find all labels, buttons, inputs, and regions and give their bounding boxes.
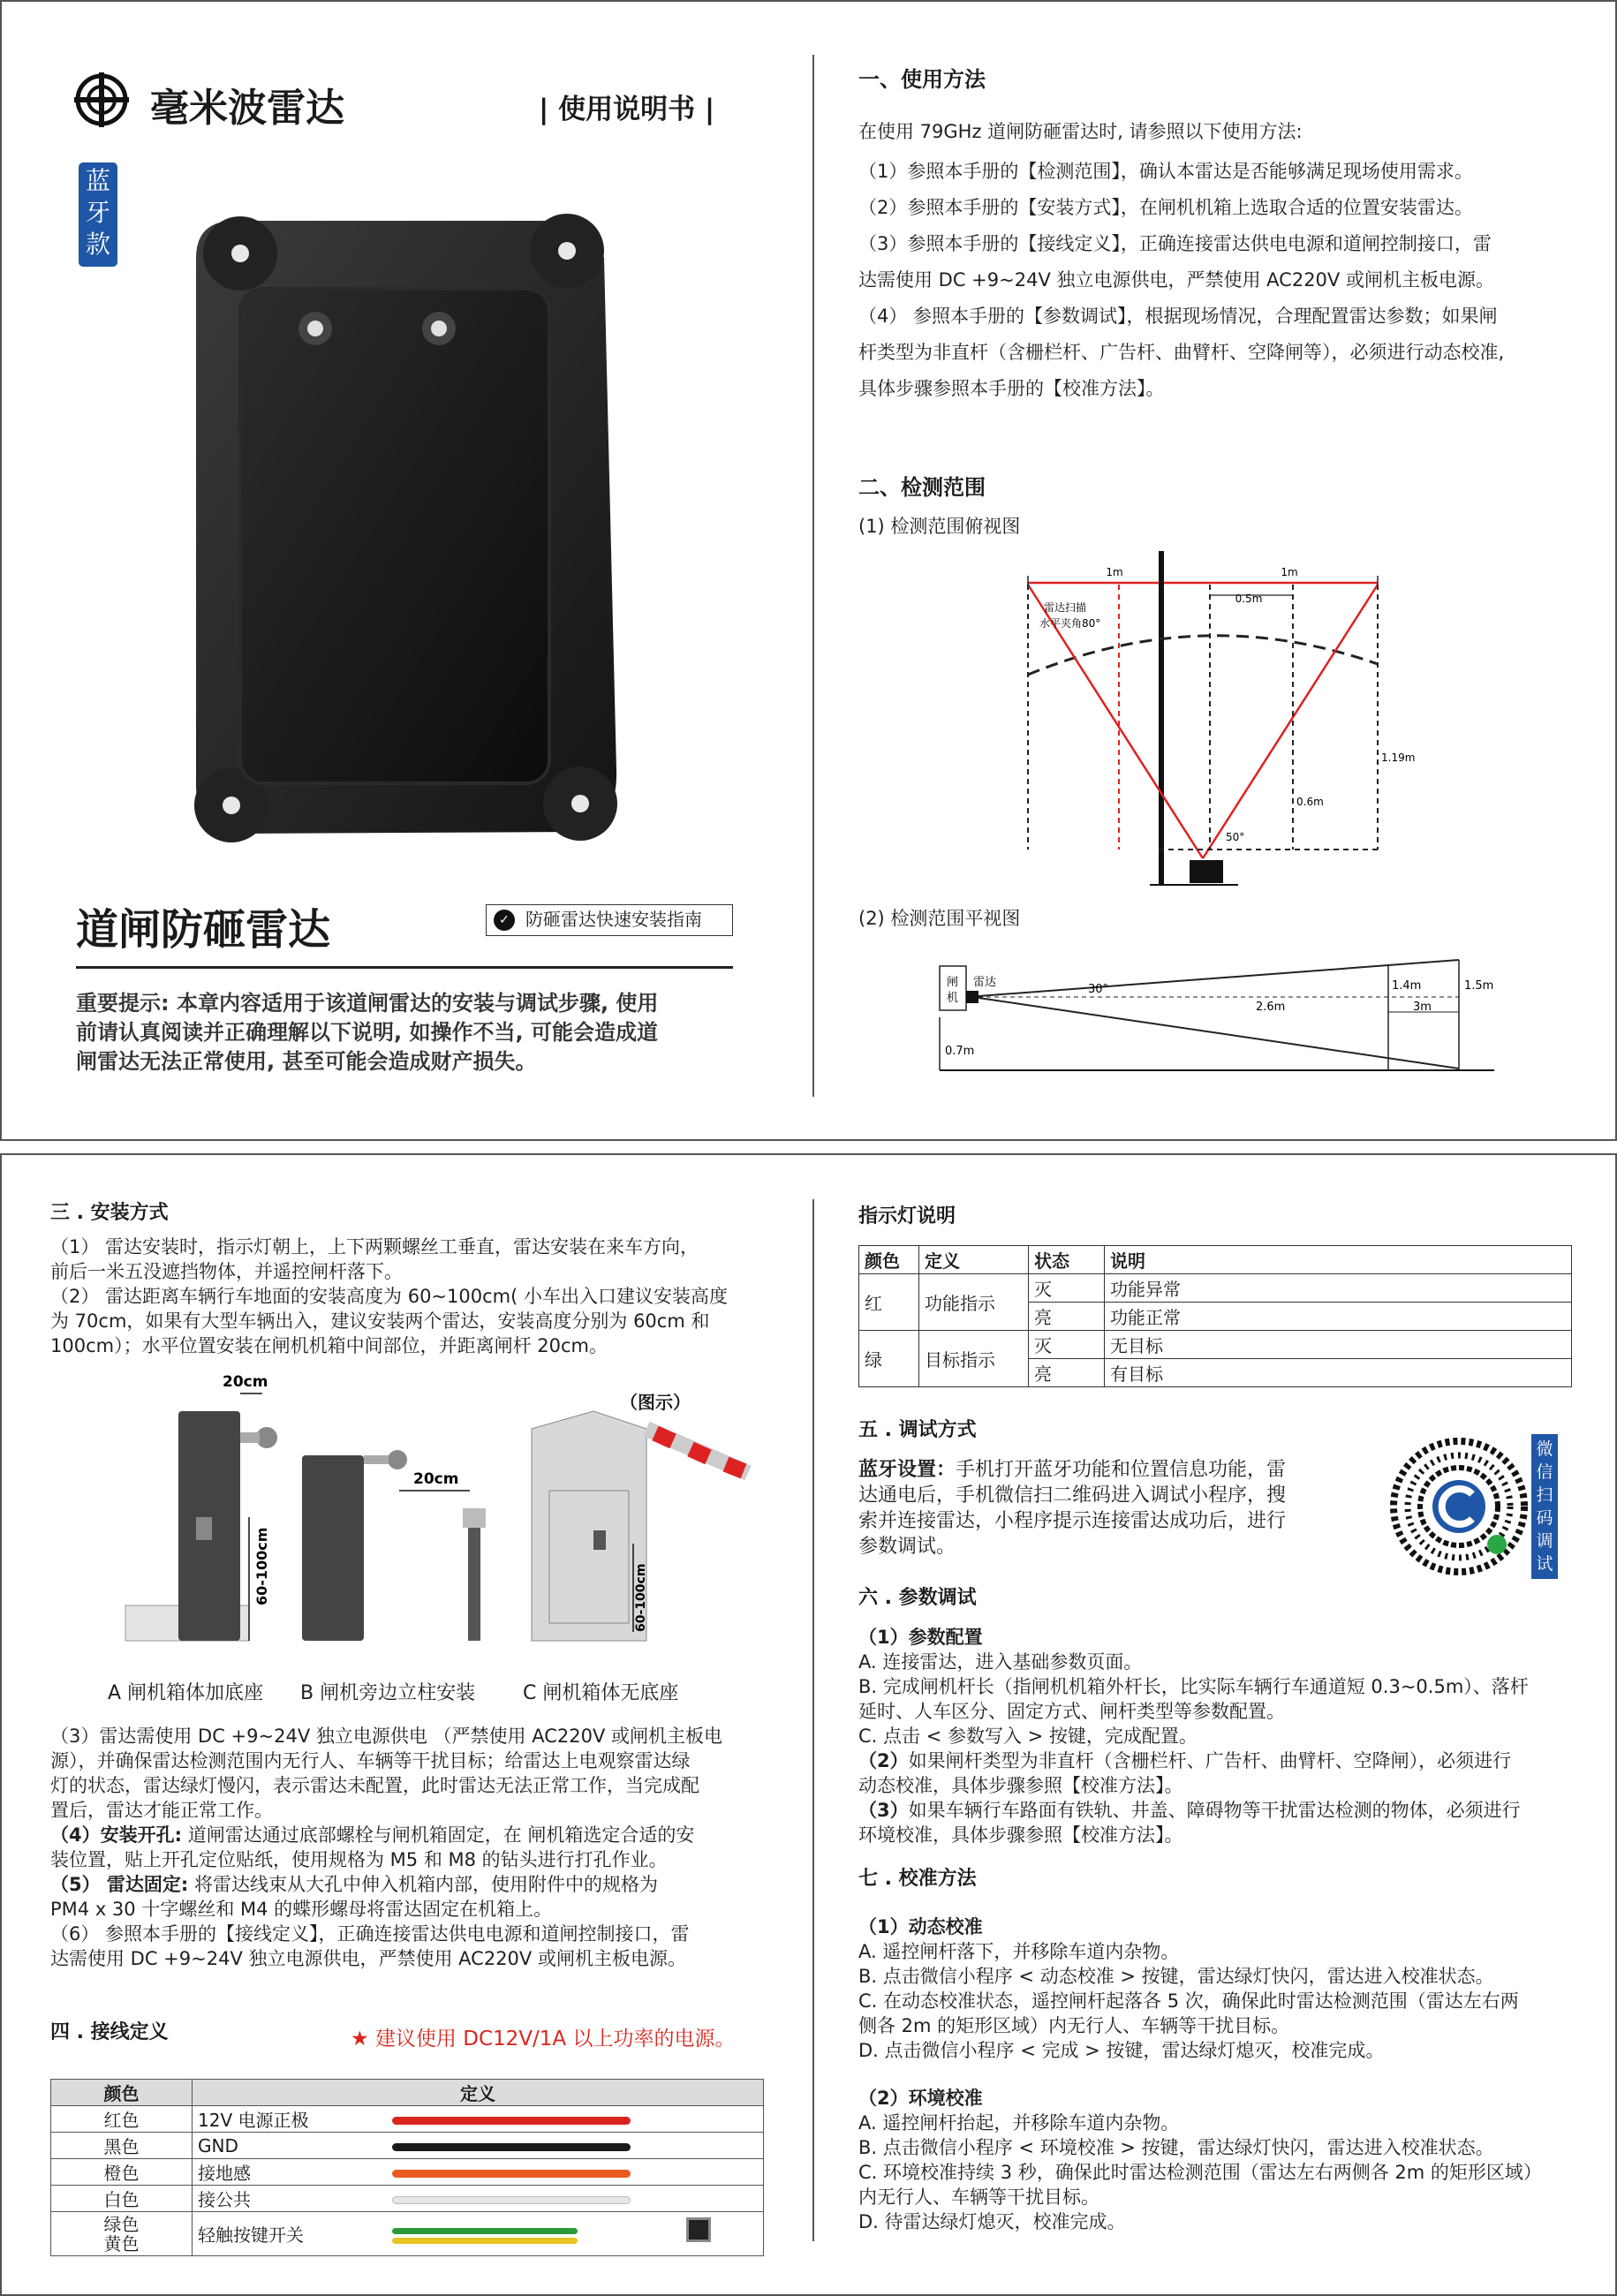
dim-height: 1.4m (1392, 979, 1422, 993)
usage-line: 达需使用 DC +9~24V 独立电源供电，严禁使用 AC220V 或闸机主板电源。 (858, 269, 1494, 291)
wire-sample (387, 2212, 764, 2256)
install-line (50, 1872, 722, 1897)
dim-right: 1m (1281, 566, 1298, 578)
gate-label: 机 (947, 992, 959, 1005)
wiring-row (51, 2159, 764, 2186)
col-header: 颜色 (859, 1246, 919, 1274)
col-header: 说明 (1105, 1246, 1572, 1274)
wiring-tip: ★ 建议使用 DC12V/1A 以上功率的电源。 (351, 2028, 736, 2051)
dim-20cm: 20cm (413, 1470, 459, 1488)
calib-line: C. 在动态校准状态，遥控闸杆起落各 5 次，确保此时雷达检测范围（雷达左右两 (858, 1990, 1519, 2012)
params-line (858, 1748, 1529, 1773)
dim-height: 0.7m (945, 1045, 975, 1058)
params-sub: （2） (858, 1750, 909, 1771)
calib-line: D. 点击微信小程序 < 完成 > 按键，雷达绿灯熄灭，校准完成。 (858, 2040, 1385, 2061)
tactile-switch-icon (686, 2217, 711, 2242)
wire-color-yellow: 黄色 (103, 2232, 140, 2254)
wire-def: 12V 电源正极 (193, 2106, 387, 2133)
indicator-desc: 有目标 (1105, 1359, 1572, 1387)
params-line (858, 1798, 1529, 1823)
params-text (858, 1625, 1529, 1847)
params-text-span: 如果闸杆类型为非直杆（含栅栏杆、广告杆、曲臂杆、空降闸），必须进行 (908, 1750, 1512, 1771)
debug-line: 参数调试。 (858, 1536, 956, 1558)
manual-page-2 (0, 1153, 1617, 2296)
bt-label: 蓝牙设置： (858, 1459, 956, 1481)
usage-line: （3）参照本手册的【接线定义】，正确连接雷达供电电源和道闸控制接口，雷 (858, 233, 1492, 254)
qr-tag-char: 试 (1536, 1554, 1553, 1574)
wire-sample (387, 2133, 764, 2159)
wiring-row (51, 2186, 764, 2212)
dim-distance: 2.6m (1256, 1001, 1286, 1014)
wiring-col-def: 定义 (193, 2080, 764, 2106)
install-line: （2） 雷达距离车辆行车地面的安装高度为 60~100cm( 小车出入口建议安装高度 (50, 1286, 728, 1307)
angle-deg: 30° (1088, 983, 1109, 996)
qr-tag-char: 调 (1536, 1531, 1553, 1551)
radar-logo-icon (74, 72, 129, 127)
manual-label: | 使用说明书 | (539, 94, 715, 125)
debug-heading: 五 . 调试方式 (858, 1419, 977, 1441)
quick-guide-label (486, 904, 733, 936)
calib-heading: 七 . 校准方法 (858, 1868, 977, 1890)
calib-line: 侧各 2m 的矩形区域）内无行人、车辆等干扰目标。 (858, 2015, 1290, 2036)
notice-line: 重要提示: 本章内容适用于该道闸雷达的安装与调试步骤, 使用 (76, 991, 659, 1016)
install-line: 前后一米五没遮挡物体，并遥控闸杆落下。 (50, 1261, 403, 1282)
wire-white (392, 2196, 631, 2204)
indicator-desc: 功能正常 (1105, 1303, 1572, 1331)
wiring-row (51, 2106, 764, 2133)
debug-line: 达通电后，手机微信扫二维码进入调试小程序，搜 (858, 1484, 1287, 1507)
important-notice (76, 989, 658, 1076)
title-divider (76, 966, 733, 969)
wire-color (51, 2212, 193, 2256)
calib-text (858, 1915, 1542, 2234)
gate-label: 闸 (947, 976, 959, 989)
dim-height: 1.19m (1381, 751, 1416, 764)
calib-line: D. 待雷达绿灯熄灭，校准完成。 (858, 2211, 1126, 2232)
notice-line: 前请认真阅读并正确理解以下说明, 如操作不当, 可能会造成道 (76, 1020, 658, 1045)
dim-half: 0.5m (1235, 593, 1263, 605)
fix-text: 将雷达线束从大孔中伸入机箱内部，使用附件中的规格为 (188, 1874, 659, 1895)
params-line: B. 完成闸机杆长（指闸机机箱外杆长，比实际车辆行车通道短 0.3~0.5m）、落杆 (858, 1676, 1529, 1697)
dim-20cm: 20cm (223, 1373, 268, 1391)
wire-black (392, 2143, 631, 2151)
radar-label: 雷达 (973, 976, 997, 989)
hole-label: （4）安装开孔: (50, 1824, 183, 1846)
calib-line: B. 点击微信小程序 < 环境校准 > 按键，雷达绿灯快闪，雷达进入校准状态。 (858, 2137, 1494, 2158)
indicator-desc: 无目标 (1105, 1331, 1572, 1359)
badge-char: 款 (85, 230, 110, 259)
usage-intro: 在使用 79GHz 道闸防砸雷达时, 请参照以下使用方法: (858, 121, 1303, 142)
top-view-caption: (1) 检测范围俯视图 (858, 516, 1021, 537)
qr-tag-char: 码 (1536, 1508, 1553, 1528)
bluetooth-badge (79, 162, 117, 267)
wiring-heading: 四 . 接线定义 (50, 2021, 169, 2043)
wrench-icon: ✓ (494, 910, 515, 931)
dim-left: 1m (1106, 566, 1123, 578)
wire-sample (387, 2186, 764, 2212)
install-line: 灯的状态，雷达绿灯慢闪，表示雷达未配置，此时雷达无法正常工作，当完成配 (50, 1775, 699, 1796)
params-text-span: 如果车辆行车路面有铁轨、井盖、障碍物等干扰雷达检测的物体，必须进行 (908, 1800, 1521, 1821)
wire-def: GND (193, 2133, 387, 2159)
params-line: 动态校准，具体步骤参照【校准方法】。 (858, 1775, 1183, 1796)
wire-green (392, 2228, 578, 2234)
dim-height: 1.5m (1464, 979, 1494, 993)
top-view-diagram (1017, 549, 1432, 894)
quick-guide-text: 防砸雷达快速安装指南 (525, 909, 702, 930)
qr-tag-char: 扫 (1536, 1485, 1553, 1505)
brand-name: 毫米波雷达 (150, 86, 344, 131)
wire-red (392, 2117, 631, 2125)
column-divider (812, 55, 814, 1097)
side-view-diagram (929, 955, 1512, 1088)
debug-text (858, 1457, 1286, 1560)
calib-line: A. 遥控闸杆落下，并移除车道内杂物。 (858, 1941, 1180, 1962)
indicator-row (859, 1331, 1572, 1359)
params-line: 环境校准，具体步骤参照【校准方法】。 (858, 1824, 1183, 1846)
indicator-state: 亮 (1029, 1303, 1105, 1331)
wire-color-green: 绿色 (103, 2213, 140, 2235)
badge-char: 蓝 (85, 166, 110, 195)
figure-tag: （图示） (620, 1392, 691, 1413)
install-caption-a: A 闸机箱体加底座 (108, 1682, 264, 1704)
debug-line (858, 1457, 1286, 1483)
install-line: 置后，雷达才能正常工作。 (50, 1800, 273, 1821)
install-line: 装位置，贴上开孔定位贴纸，使用规格为 M5 和 M8 的钻头进行打孔作业。 (50, 1849, 668, 1870)
wire-color: 红色 (51, 2106, 193, 2133)
fix-label: （5） 雷达固定: (50, 1874, 189, 1895)
install-line: （6） 参照本手册的【接线定义】，正确连接雷达供电电源和道闸控制接口，雷 (50, 1923, 690, 1945)
dim-distance: 3m (1413, 1001, 1432, 1014)
calib-sub: （2）环境校准 (858, 2088, 983, 2109)
calib-line: C. 环境校准持续 3 秒，确保此时雷达检测范围（雷达左右两侧各 2m 的矩形区域） (858, 2162, 1542, 2183)
product-title: 道闸防砸雷达 (76, 905, 331, 955)
indicator-state: 灭 (1029, 1274, 1105, 1303)
indicator-heading: 指示灯说明 (858, 1205, 956, 1227)
install-figure (117, 1367, 752, 1650)
indicator-def: 目标指示 (919, 1331, 1029, 1387)
indicator-desc: 功能异常 (1105, 1274, 1572, 1303)
dim-height: 60-100cm (253, 1527, 270, 1605)
usage-line: （2）参照本手册的【安装方式】，在闸机机箱上选取合适的位置安装雷达。 (858, 197, 1473, 218)
wiring-table (50, 2079, 764, 2256)
hole-text: 道闸雷达通过底部螺栓与闸机箱固定，在 闸机箱选定合适的安 (182, 1824, 695, 1846)
install-line: （1） 雷达安装时，指示灯朝上，上下两颗螺丝工垂直，雷达安装在来车方向， (50, 1236, 699, 1258)
qr-tag-char: 微 (1536, 1439, 1553, 1459)
indicator-def: 功能指示 (919, 1274, 1029, 1331)
install-line: 达需使用 DC +9~24V 独立电源供电，严禁使用 AC220V 或闸机主板电源。 (50, 1948, 686, 1969)
wiring-col-color: 颜色 (51, 2080, 193, 2106)
notice-line: 闸雷达无法正常使用, 甚至可能会造成财产损失。 (76, 1049, 537, 1074)
wire-def: 轻触按键开关 (193, 2212, 387, 2256)
wire-sample (387, 2106, 764, 2133)
wire-orange (392, 2170, 631, 2178)
calib-sub: （1）动态校准 (858, 1916, 983, 1937)
indicator-table (858, 1245, 1572, 1387)
calib-line: A. 遥控闸杆抬起，并移除车道内杂物。 (858, 2112, 1180, 2134)
wire-color: 白色 (51, 2186, 193, 2212)
wire-def: 接地感 (193, 2159, 387, 2186)
indicator-row (859, 1274, 1572, 1303)
params-line: A. 连接雷达，进入基础参数页面。 (858, 1651, 1143, 1673)
side-view-caption: (2) 检测范围平视图 (858, 908, 1021, 929)
install-line: （3）雷达需使用 DC +9~24V 独立电源供电 （严禁使用 AC220V 或闸机主板电 (50, 1726, 722, 1747)
params-line: C. 点击 < 参数写入 > 按键，完成配置。 (858, 1726, 1198, 1747)
params-line: 延时、人车区分、固定方式、闸杆类型等参数配置。 (858, 1701, 1285, 1722)
dim-height: 0.6m (1296, 796, 1324, 808)
indicator-state: 亮 (1029, 1359, 1105, 1387)
wiring-row (51, 2133, 764, 2159)
col-header: 状态 (1029, 1246, 1105, 1274)
install-line: PM4 x 30 十字螺丝和 M4 的蝶形螺母将雷达固定在机箱上。 (50, 1899, 553, 1920)
wiring-row (51, 2212, 764, 2256)
usage-line: （1）参照本手册的【检测范围】，确认本雷达是否能够满足现场使用需求。 (858, 161, 1473, 182)
wechat-qr-code[interactable] (1388, 1436, 1530, 1577)
indicator-color: 红 (859, 1274, 919, 1331)
params-sub: （1）参数配置 (858, 1627, 983, 1648)
wire-def: 接公共 (193, 2186, 387, 2212)
indicator-state: 灭 (1029, 1331, 1105, 1359)
qr-tag-char: 信 (1536, 1462, 1553, 1482)
indicator-color: 绿 (859, 1331, 919, 1387)
usage-heading: 一、使用方法 (858, 67, 986, 92)
dim-height: 60-100cm (634, 1563, 648, 1632)
angle-label: 水平夹角80° (1039, 617, 1101, 630)
calib-line: 内无行人、车辆等干扰目标。 (858, 2186, 1099, 2208)
install-line (50, 1823, 722, 1847)
calib-line: B. 点击微信小程序 < 动态校准 > 按键，雷达绿灯快闪，雷达进入校准状态。 (858, 1966, 1494, 1987)
install-heading: 三 . 安装方式 (50, 1202, 169, 1224)
column-divider (812, 1199, 814, 2241)
install-caption-b: B 闸机旁边立柱安装 (300, 1682, 476, 1704)
install-line: 源），并确保雷达检测范围内无行人、车辆等干扰目标；给雷达上电观察雷达绿 (50, 1750, 691, 1771)
install-text-2 (50, 1724, 722, 1971)
params-sub: （3） (858, 1800, 909, 1821)
debug-line: 索并连接雷达，小程序提示连接雷达成功后，进行 (858, 1510, 1287, 1532)
wire-color: 黑色 (51, 2133, 193, 2159)
col-header: 定义 (919, 1246, 1029, 1274)
usage-line: 具体步骤参照本手册的【校准方法】。 (858, 378, 1165, 399)
manual-page-1 (0, 0, 1617, 1141)
angle-label: 雷达扫描 (1044, 601, 1087, 614)
wire-color: 橙色 (51, 2159, 193, 2186)
badge-char: 牙 (85, 198, 110, 227)
install-line: 100cm）；水平位置安装在闸机机箱中间部位，并距离闸杆 20cm。 (50, 1335, 608, 1356)
usage-list (858, 154, 1504, 407)
usage-line: 杆类型为非直杆（含栅栏杆、广告杆、曲臂杆、空降闸等），必须进行动态校准, (858, 342, 1505, 363)
install-caption-c: C 闸机箱体无底座 (523, 1682, 679, 1704)
angle-deg: 50° (1226, 831, 1245, 843)
install-text (50, 1235, 728, 1358)
params-heading: 六 . 参数调试 (858, 1587, 977, 1609)
bt-text: 手机打开蓝牙功能和位置信息功能，雷 (956, 1459, 1287, 1481)
usage-line: （4） 参照本手册的【参数调试】，根据现场情况，合理配置雷达参数；如果闸 (858, 306, 1498, 327)
qr-tag (1531, 1434, 1558, 1579)
install-line: 为 70cm，如果有大型车辆出入，建议安装两个雷达，安装高度分别为 60cm 和 (50, 1310, 710, 1332)
wire-yellow (392, 2238, 578, 2244)
radar-device-image (178, 205, 638, 858)
range-heading: 二、检测范围 (858, 475, 986, 500)
wire-sample (387, 2159, 764, 2186)
